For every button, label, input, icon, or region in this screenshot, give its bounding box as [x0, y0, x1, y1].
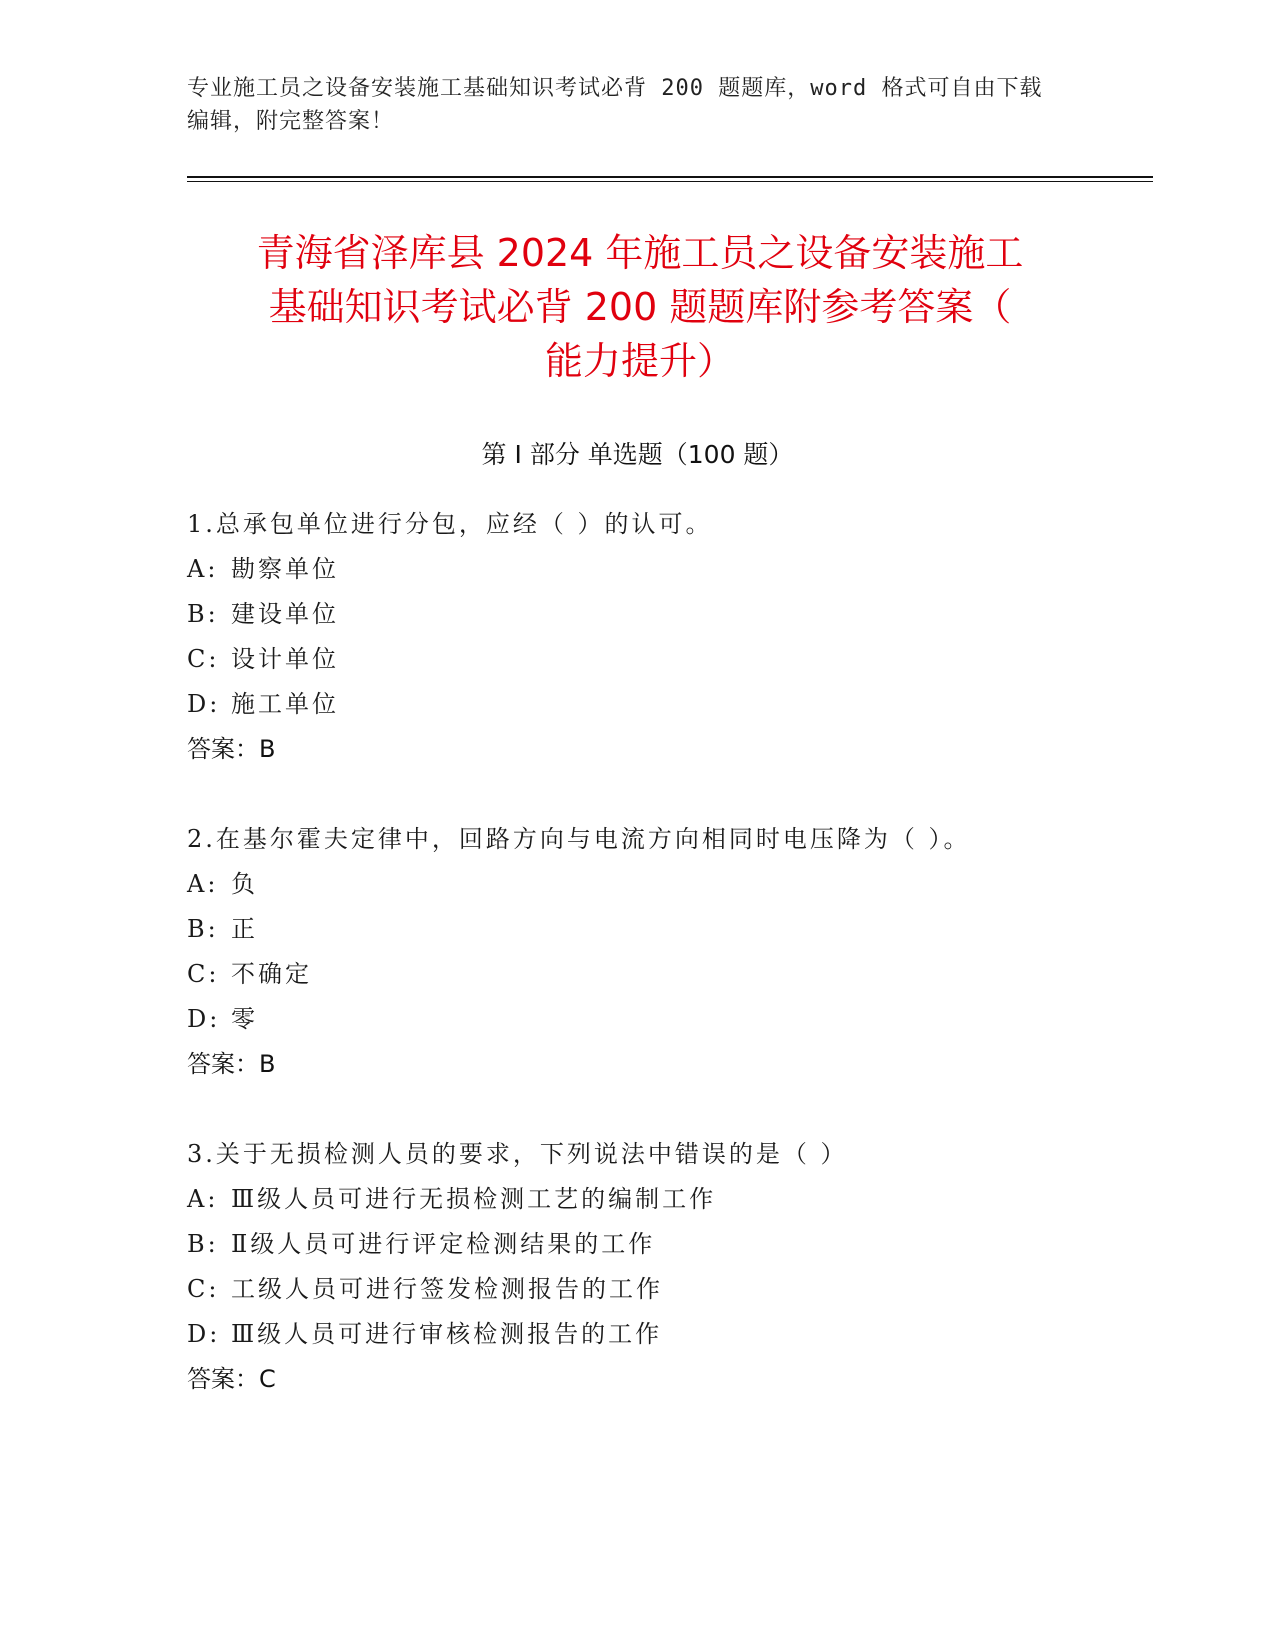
option-text: 勘察单位	[231, 555, 339, 583]
option-b	[187, 592, 1087, 637]
option-letter: D:	[187, 1320, 221, 1348]
option-letter: A:	[187, 1185, 219, 1213]
option-letter: B:	[187, 915, 219, 943]
question-2	[187, 817, 1087, 1087]
option-a	[187, 547, 1087, 592]
option-letter: C:	[187, 645, 220, 673]
document-title	[180, 226, 1100, 388]
option-a	[187, 1177, 1087, 1222]
document-title-line-3: 能力提升）	[544, 339, 735, 383]
answer-line: 答案：B	[187, 1050, 276, 1078]
option-letter: C:	[187, 1275, 220, 1303]
option-text: 负	[231, 870, 258, 898]
option-text: 正	[231, 915, 258, 943]
option-c	[187, 637, 1087, 682]
option-text: Ⅱ级人员可进行评定检测结果的工作	[231, 1230, 656, 1258]
option-text: 建设单位	[231, 600, 339, 628]
option-letter: A:	[187, 555, 219, 583]
option-b	[187, 907, 1087, 952]
question-1	[187, 502, 1087, 772]
option-text: Ⅲ级人员可进行审核检测报告的工作	[231, 1320, 663, 1348]
header-note-line-2: 编辑，附完整答案！	[187, 109, 395, 134]
option-a	[187, 862, 1087, 907]
option-letter: B:	[187, 1230, 219, 1258]
question-stem: 2.在基尔霍夫定律中，回路方向与电流方向相同时电压降为（ ）。	[187, 825, 971, 853]
section-title: 第 I 部分 单选题（100 题）	[481, 440, 794, 469]
option-text: 零	[231, 1005, 258, 1033]
option-letter: B:	[187, 600, 219, 628]
header-divider-thin	[187, 181, 1153, 182]
question-stem: 3.关于无损检测人员的要求，下列说法中错误的是（ ）	[187, 1140, 848, 1168]
option-text: 施工单位	[231, 690, 339, 718]
document-title-line-1: 青海省泽库县 2024 年施工员之设备安装施工	[256, 231, 1024, 275]
option-d	[187, 997, 1087, 1042]
option-text: Ⅲ级人员可进行无损检测工艺的编制工作	[231, 1185, 717, 1213]
header-note	[187, 72, 1087, 138]
option-letter: A:	[187, 870, 219, 898]
header-divider-thick	[187, 176, 1153, 178]
option-d	[187, 682, 1087, 727]
option-letter: D:	[187, 1005, 221, 1033]
answer-line: 答案：B	[187, 735, 276, 763]
option-d	[187, 1312, 1087, 1357]
question-3	[187, 1132, 1087, 1402]
document-title-line-2: 基础知识考试必背 200 题题库附参考答案（	[268, 285, 1012, 329]
answer-line: 答案：C	[187, 1365, 276, 1393]
question-stem: 1.总承包单位进行分包，应经（ ）的认可。	[187, 510, 713, 538]
option-letter: D:	[187, 690, 221, 718]
option-text: 设计单位	[231, 645, 339, 673]
option-text: 不确定	[231, 960, 312, 988]
option-letter: C:	[187, 960, 220, 988]
option-c	[187, 1267, 1087, 1312]
option-b	[187, 1222, 1087, 1267]
header-note-line-1: 专业施工员之设备安装施工基础知识考试必背 200 题题库，word 格式可自由下载	[187, 76, 1043, 101]
option-text: 工级人员可进行签发检测报告的工作	[231, 1275, 663, 1303]
option-c	[187, 952, 1087, 997]
